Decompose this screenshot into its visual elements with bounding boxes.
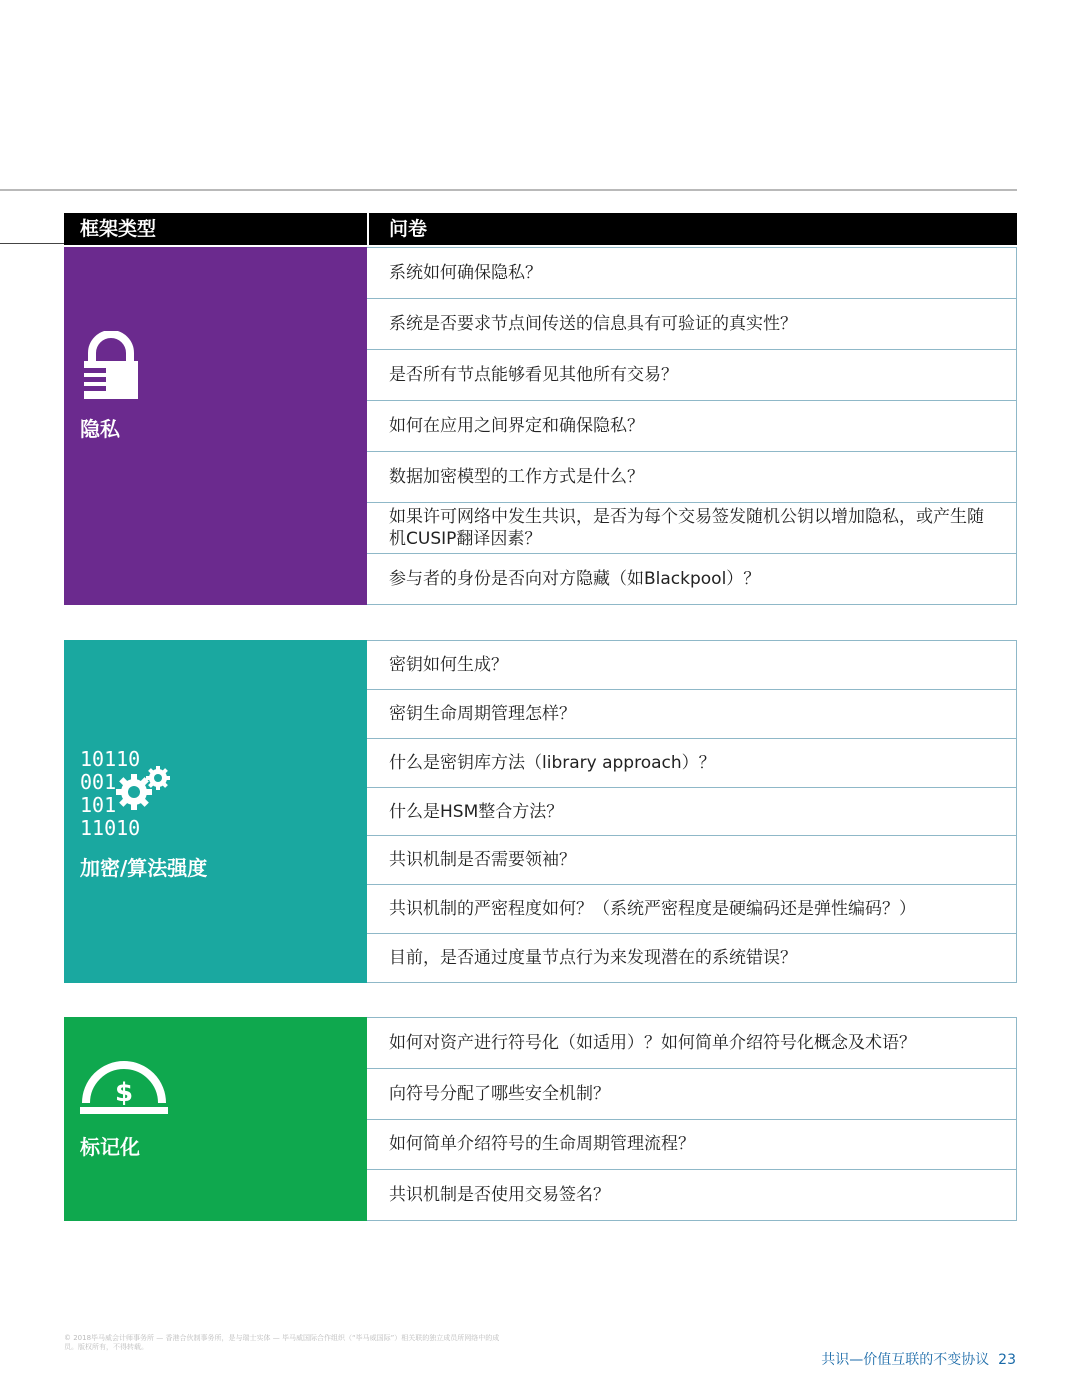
category-privacy <box>64 247 367 605</box>
category-label-tokenization: 标记化 <box>80 1135 140 1159</box>
header-questionnaire: 问卷 <box>389 218 428 240</box>
table-header <box>64 213 1017 245</box>
question-row: 系统是否要求节点间传送的信息具有可验证的真实性？ <box>367 299 1016 350</box>
questions-crypto <box>367 640 1017 983</box>
question-row: 目前，是否通过度量节点行为来发现潜在的系统错误？ <box>367 934 1016 983</box>
footer-legal-text: © 2018毕马威会计师事务所 — 香港合伙制事务所，是与瑞士实体 — 毕马威国际合作组织（“毕马威国际”）相关联的独立成员所网络中的成员。版权所有，不得转载。 <box>64 1334 500 1351</box>
page-number: 23 <box>998 1352 1016 1368</box>
svg-text:$: $ <box>114 1078 134 1108</box>
binary-line: 101 <box>80 793 117 817</box>
question-row: 密钥如何生成？ <box>367 640 1016 690</box>
question-row: 如何在应用之间界定和确保隐私？ <box>367 401 1016 452</box>
section-tokenization <box>64 1017 1017 1221</box>
question-row: 数据加密模型的工作方式是什么？ <box>367 452 1016 503</box>
binary-line: 10110 <box>80 747 141 771</box>
question-row: 如何对资产进行符号化（如适用）？如何简单介绍符号化概念及术语？ <box>367 1017 1016 1069</box>
footer-doc-title: 共识—价值互联的不变协议 <box>821 1352 990 1368</box>
top-divider <box>0 189 1017 191</box>
question-row: 参与者的身份是否向对方隐藏（如Blackpool）？ <box>367 554 1016 605</box>
binary-line: 001 <box>80 770 117 794</box>
footer-title <box>821 1349 1016 1369</box>
gears-icon <box>114 764 176 812</box>
question-row: 是否所有节点能够看见其他所有交易？ <box>367 350 1016 401</box>
section-privacy <box>64 247 1017 605</box>
binary-line: 11010 <box>80 816 141 840</box>
section-crypto <box>64 640 1017 983</box>
question-row: 系统如何确保隐私？ <box>367 247 1016 299</box>
header-framework-type: 框架类型 <box>80 218 157 240</box>
question-row: 如果许可网络中发生共识，是否为每个交易签发随机公钥以增加隐私，或产生随机CUSIP翻译因素？ <box>367 503 1016 554</box>
questions-privacy <box>367 247 1017 605</box>
category-label-privacy: 隐私 <box>80 417 120 441</box>
question-row: 什么是HSM整合方法？ <box>367 788 1016 837</box>
question-row: 共识机制的严密程度如何？（系统严密程度是硬编码还是弹性编码？） <box>367 885 1016 934</box>
question-row: 如何简单介绍符号的生命周期管理流程？ <box>367 1120 1016 1171</box>
category-crypto <box>64 640 367 983</box>
left-header-rule <box>0 243 64 244</box>
questions-tokenization <box>367 1017 1017 1221</box>
category-tokenization <box>64 1017 367 1221</box>
question-row: 什么是密钥库方法（library approach）？ <box>367 739 1016 788</box>
question-row: 向符号分配了哪些安全机制？ <box>367 1069 1016 1120</box>
question-row: 密钥生命周期管理怎样？ <box>367 690 1016 739</box>
padlock-icon <box>80 331 142 401</box>
category-label-crypto: 加密/算法强度 <box>80 856 208 880</box>
dollar-dome-icon <box>80 1057 168 1117</box>
question-row: 共识机制是否需要领袖？ <box>367 836 1016 885</box>
question-row: 共识机制是否使用交易签名？ <box>367 1170 1016 1221</box>
